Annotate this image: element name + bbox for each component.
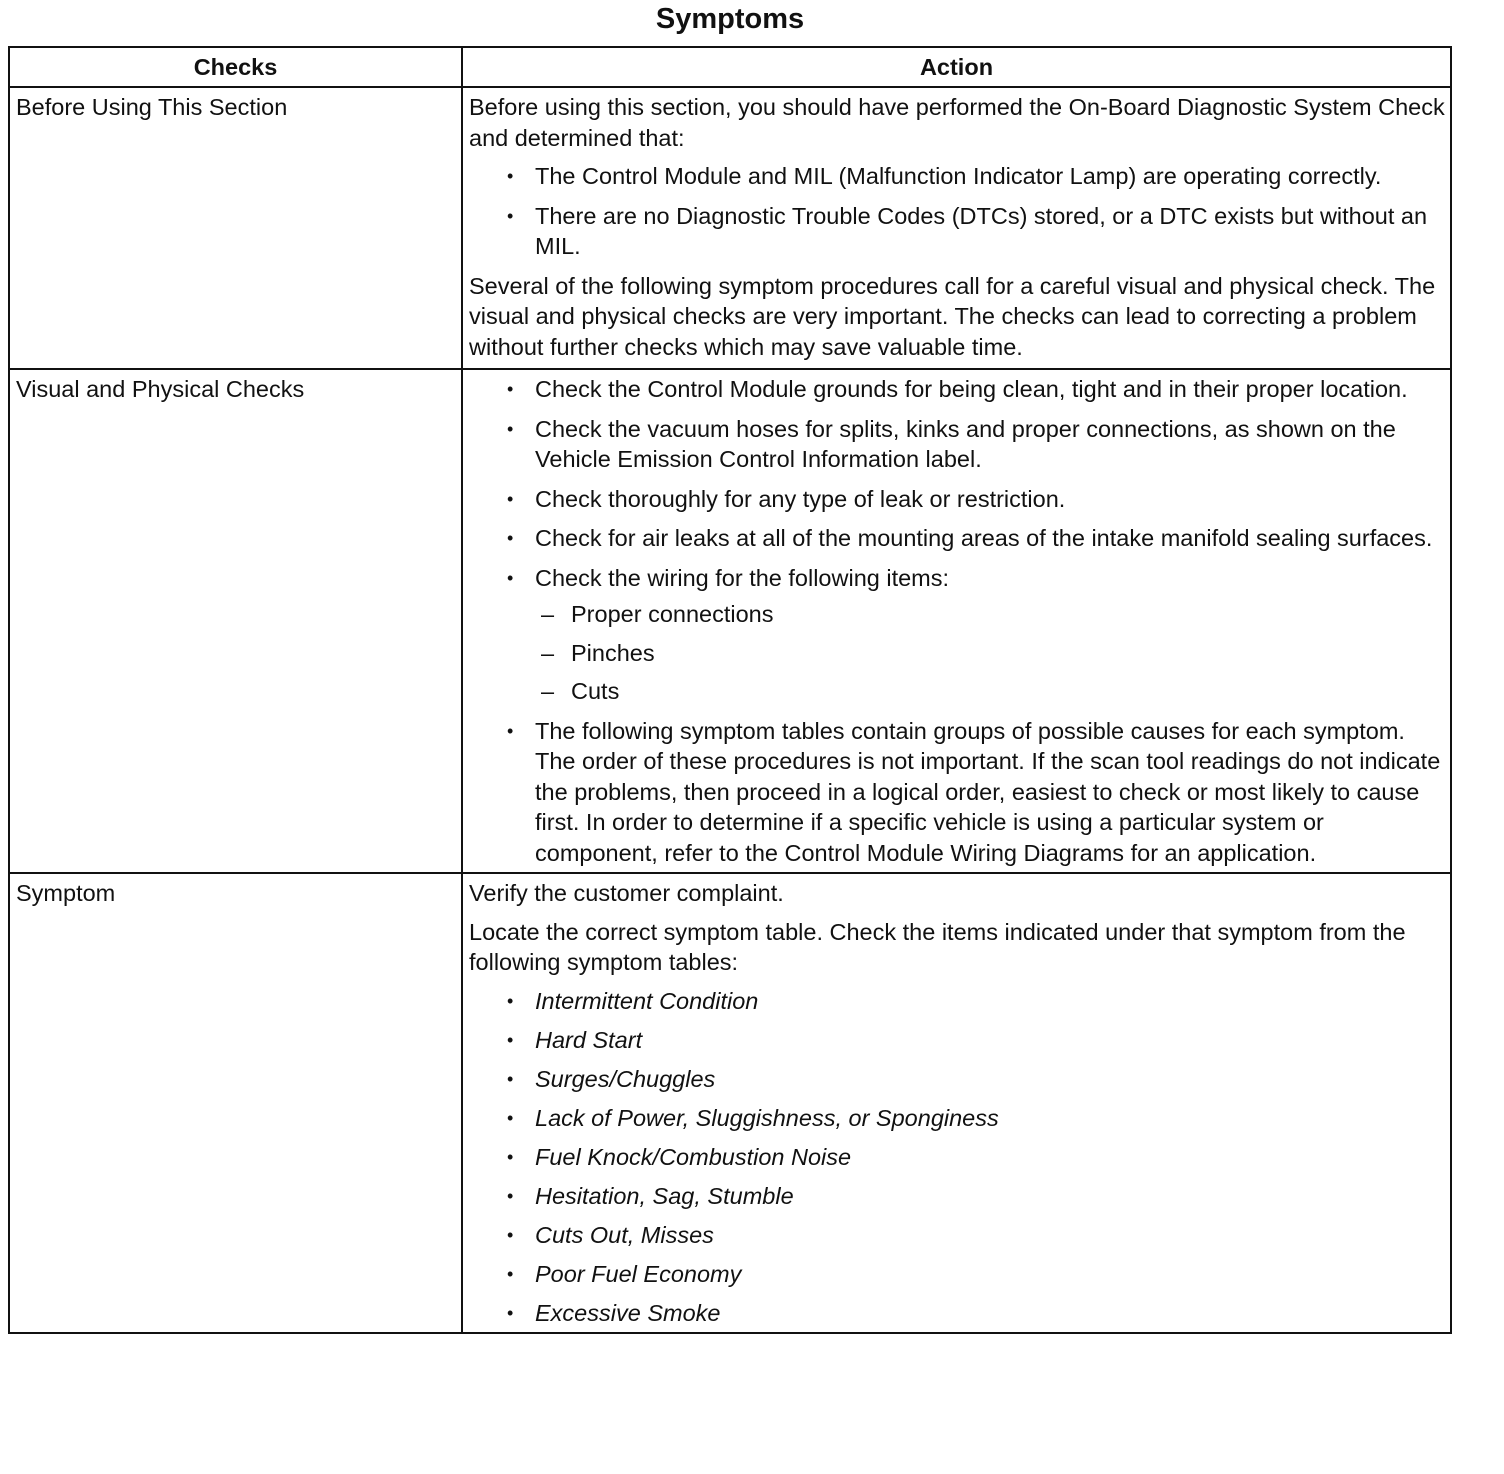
bullet-icon: • [507, 166, 514, 186]
list-item: • Hesitation, Sag, Stumble [507, 1181, 1446, 1212]
bullet-icon: • [507, 528, 514, 548]
list-item: • Check the wiring for the following items: – Proper connections – Pinches – Cuts [507, 563, 1446, 707]
sub-list-item: – Proper connections [541, 599, 1446, 630]
bullet-icon: • [507, 418, 514, 439]
table-row [9, 87, 1451, 369]
table-row [9, 873, 1451, 1333]
symptoms-table [8, 46, 1452, 1334]
list-item: • Hard Start [507, 1025, 1446, 1056]
list-item: • Check the Control Module grounds for being clean, tight and in their proper location. [507, 374, 1446, 405]
bullet-icon: • [507, 1107, 514, 1128]
check-cell: Symptom [9, 873, 462, 1333]
action-para-1: Verify the customer complaint. [469, 880, 784, 906]
bullet-icon: • [507, 990, 514, 1011]
bullet-icon: • [507, 1224, 514, 1245]
header-row [9, 47, 1451, 87]
list-item: • The Control Module and MIL (Malfunction Indicator Lamp) are operating correctly. [507, 161, 1446, 192]
list-item: • Fuel Knock/Combustion Noise [507, 1142, 1446, 1173]
bullet-icon: • [507, 1029, 514, 1050]
list-item: • Cuts Out, Misses [507, 1220, 1446, 1251]
action-para-2: Locate the correct symptom table. Check the items indicated under that symptom from the following symptom tables: [469, 918, 1406, 975]
header-checks: Checks [9, 47, 462, 87]
bullet-icon: • [507, 1302, 514, 1323]
bullet-icon: • [507, 1146, 514, 1167]
action-outro: Several of the following symptom procedures call for a careful visual and physical check. The visual and physical checks are very important. The checks can lead to correcting a problem without further checks which may save valuable time. [469, 272, 1436, 360]
bullet-icon: • [507, 379, 514, 399]
list-item: • Check thoroughly for any type of leak or restriction. [507, 484, 1446, 515]
list-item: • Intermittent Condition [507, 986, 1446, 1017]
list-item: • Surges/Chuggles [507, 1064, 1446, 1095]
bullet-icon: • [507, 488, 514, 509]
list-item: • Lack of Power, Sluggishness, or Sponginess [507, 1103, 1446, 1134]
symptom-table-list [469, 986, 1446, 1329]
action-cell [462, 87, 1451, 369]
sub-list [535, 599, 1446, 707]
bullet-icon: • [507, 1068, 514, 1089]
action-intro: Before using this section, you should have performed the On-Board Diagnostic System Check and determined that: [469, 94, 1445, 151]
list-item: • There are no Diagnostic Trouble Codes (DTCs) stored, or a DTC exists but without an MIL. [507, 202, 1428, 259]
sub-list-item: – Cuts [541, 676, 1446, 707]
dash-icon: – [541, 678, 555, 704]
list-item: • Check for air leaks at all of the mounting areas of the intake manifold sealing surfaces. [507, 523, 1446, 554]
dash-icon: – [541, 639, 555, 666]
bullet-list [469, 161, 1446, 262]
check-cell: Visual and Physical Checks [9, 369, 462, 873]
action-cell [462, 873, 1451, 1333]
check-cell: Before Using This Section [9, 87, 462, 369]
bullet-icon: • [507, 1185, 514, 1206]
bullet-icon: • [507, 205, 514, 226]
table-row [9, 369, 1451, 873]
page-title: Symptoms [655, 3, 805, 35]
sub-list-item: – Pinches [541, 638, 1446, 669]
list-item: • The following symptom tables contain groups of possible causes for each symptom. The order of these procedures is not important. If the scan tool readings do not indicate the problems, then proceed in a logical order, easiest to check or most likely to cause first. In order to determine if a specific vehicle is using a particular system or component, refer to the Control Module Wiring Diagrams for an application. [507, 717, 1441, 866]
bullet-icon: • [507, 720, 514, 741]
bullet-icon: • [507, 1263, 514, 1284]
dash-icon: – [541, 601, 555, 627]
action-cell [462, 369, 1451, 873]
header-action: Action [462, 47, 1451, 87]
bullet-list [469, 374, 1446, 868]
list-item: • Poor Fuel Economy [507, 1259, 1446, 1290]
bullet-icon: • [507, 567, 514, 588]
list-item: • Check the vacuum hoses for splits, kinks and proper connections, as shown on the Vehicle Emission Control Information label. [507, 415, 1396, 472]
list-item: • Excessive Smoke [507, 1298, 1446, 1329]
